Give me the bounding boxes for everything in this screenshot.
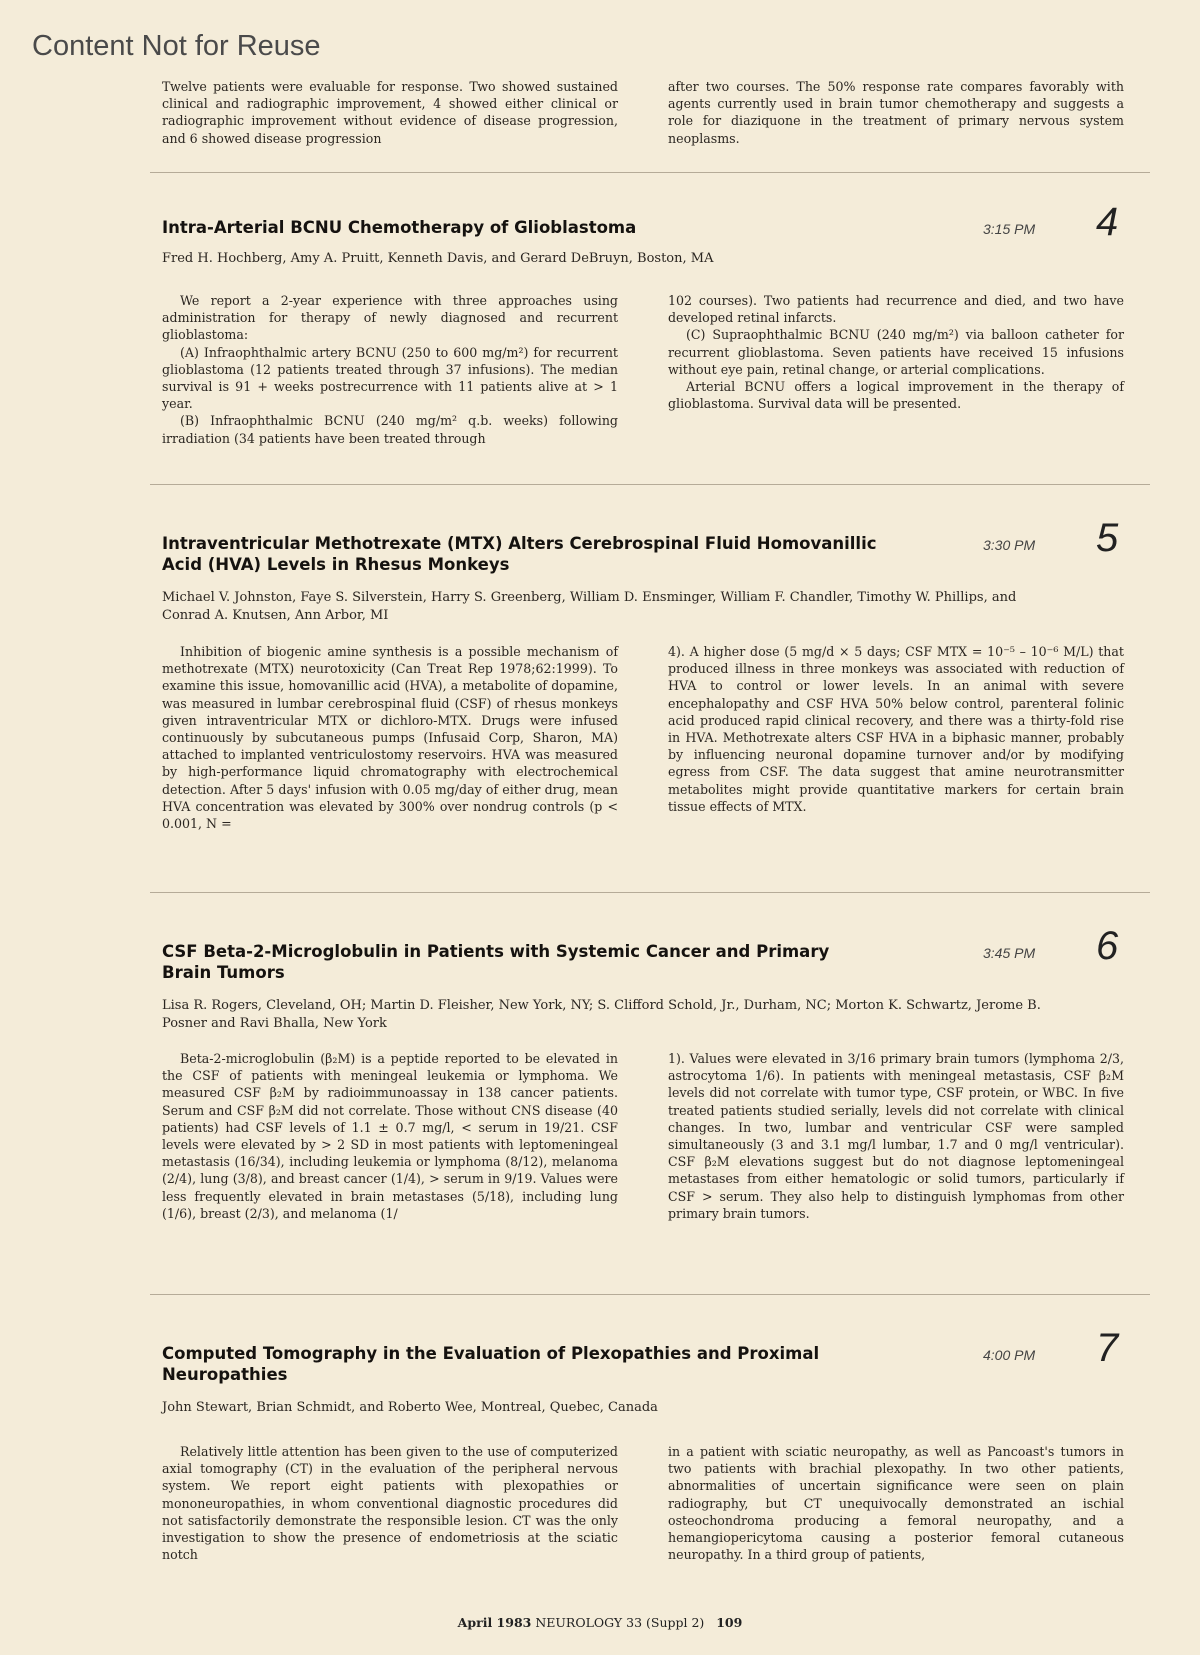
abstract-title: Computed Tomography in the Evaluation of Plexopathies and Proximal Neuropathies xyxy=(162,1344,820,1384)
abstract-authors: Michael V. Johnston, Faye S. Silverstein, Harry S. Greenberg, William D. Ensminger, William F. Chandler, Timothy W. Phillips, and Conrad A. Knutsen, Ann Arbor, MI xyxy=(162,590,1017,623)
paragraph: Beta-2-microglobulin (β₂M) is a peptide reported to be elevated in the CSF of patients with meningeal leukemia or lymphoma. We measured CSF β₂M by radioimmunoassay in 138 cancer patients. Serum and CSF β₂M did not correlate. Those without CNS disease (40 patients) had CSF levels of 1.1 ± 0.7 mg/l, < serum in 19/21. CSF levels were elevated by > 2 SD in most patients with leptomeningeal metastasis (16/34), including leukemia or lymphoma (8/12), melanoma (2/4), lung (3/8), and breast cancer (1/4), > serum in 9/19. Values were less frequently elevated in brain metastases (5/18), including lung (1/6), breast (2/3), and melanoma (1/ xyxy=(162,1051,618,1221)
abstract-title: CSF Beta-2-Microglobulin in Patients with Systemic Cancer and Primary Brain Tumors xyxy=(162,942,830,982)
paragraph: Relatively little attention has been given to the use of computerized axial tomography (CT) in the evaluation of the peripheral nervous system. We report eight patients with plexopathies or mononeuropathies, in whom conventional diagnostic procedures did not satisfactorily demonstrate the responsible lesion. CT was the only investigation to show the presence of endometriosis at the sciatic notch xyxy=(162,1444,618,1563)
abstract-number: 5 xyxy=(1096,516,1119,560)
abstract-left-column xyxy=(162,1443,618,1563)
divider xyxy=(150,172,1150,173)
abstract-time: 3:15 PM xyxy=(983,221,1036,237)
divider xyxy=(150,1294,1150,1295)
paragraph: We report a 2-year experience with three approaches using administration for therapy of newly diagnosed and recurrent glioblastoma: xyxy=(162,293,618,343)
paragraph: Arterial BCNU offers a logical improvement in the therapy of glioblastoma. Survival data will be presented. xyxy=(668,379,1124,412)
abstract-left-column xyxy=(162,292,618,447)
abstract-authors: John Stewart, Brian Schmidt, and Roberto Wee, Montreal, Quebec, Canada xyxy=(162,1400,658,1415)
abstract-left-column xyxy=(162,1050,618,1222)
abstract-authors: Fred H. Hochberg, Amy A. Pruitt, Kenneth Davis, and Gerard DeBruyn, Boston, MA xyxy=(162,251,714,266)
paragraph: (B) Infraophthalmic BCNU (240 mg/m² q.b. weeks) following irradiation (34 patients have been treated through xyxy=(162,413,618,446)
abstract-right-column xyxy=(668,1050,1124,1222)
paragraph: 4). A higher dose (5 mg/d × 5 days; CSF MTX = 10⁻⁵ – 10⁻⁶ M/L) that produced illness in three monkeys was associated with reduction of HVA to control or lower levels. In an animal with severe encephalopathy and CSF HVA 50% below control, parenteral folinic acid produced rapid clinical recovery, and there was a thirty-fold rise in HVA. Methotrexate alters CSF HVA in a biphasic manner, probably by influencing neuronal dopamine turnover and/or by modifying egress from CSF. The data suggest that amine neurotransmitter metabolites might provide quantitative markers for certain brain tissue effects of MTX. xyxy=(668,644,1124,814)
paragraph: 102 courses). Two patients had recurrence and died, and two have developed retinal infarcts. xyxy=(668,293,1124,326)
page-number: 109 xyxy=(716,1615,743,1630)
abstract-right-column xyxy=(668,1443,1124,1563)
page-footer xyxy=(0,1615,1200,1630)
abstract-authors: Lisa R. Rogers, Cleveland, OH; Martin D. Fleisher, New York, NY; S. Clifford Schold, Jr., Durham, NC; Morton K. Schwartz, Jerome B. Posner and Ravi Bhalla, New York xyxy=(162,998,1041,1031)
divider xyxy=(150,484,1150,485)
abstract-right-column xyxy=(668,292,1124,412)
intro-left-column: Twelve patients were evaluable for response. Two showed sustained clinical and radiographic improvement, 4 showed either clinical or radiographic improvement without evidence of disease progression, and 6 showed disease progression xyxy=(162,79,618,146)
abstract-time: 3:30 PM xyxy=(983,537,1036,553)
abstract-number: 6 xyxy=(1096,924,1119,968)
abstract-number: 7 xyxy=(1096,1326,1119,1370)
paragraph: (A) Infraophthalmic artery BCNU (250 to 600 mg/m²) for recurrent glioblastoma (12 patients treated through 37 infusions). The median survival is 91 + weeks postrecurrence with 11 patients alive at > 1 year. xyxy=(162,344,618,412)
abstract-time: 3:45 PM xyxy=(983,945,1036,961)
footer-journal: NEUROLOGY 33 (Suppl 2) xyxy=(535,1615,705,1630)
abstract-left-column xyxy=(162,643,618,832)
paragraph: (C) Supraophthalmic BCNU (240 mg/m²) via balloon catheter for recurrent glioblastoma. Seven patients have received 15 infusions without eye pain, retinal change, or arterial complications. xyxy=(668,327,1124,377)
abstract-right-column xyxy=(668,643,1124,815)
abstract-title: Intraventricular Methotrexate (MTX) Alters Cerebrospinal Fluid Homovanillic Acid (HVA) Levels in Rhesus Monkeys xyxy=(162,534,877,574)
footer-date: April 1983 xyxy=(457,1615,532,1630)
paragraph: 1). Values were elevated in 3/16 primary brain tumors (lymphoma 2/3, astrocytoma 1/6). In patients with meningeal metastasis, CSF β₂M levels did not correlate with tumor type, CSF protein, or WBC. In five treated patients studied serially, levels did not correlate with clinical changes. In two, lumbar and ventricular CSF were sampled simultaneously (3 and 3.1 mg/l lumbar, 1.7 and 0 mg/l ventricular). CSF β₂M elevations suggest but do not diagnose leptomeningeal metastases from either hematologic or solid tumors, particularly if CSF > serum. They also help to distinguish lymphomas from other primary brain tumors. xyxy=(668,1051,1124,1221)
divider xyxy=(150,892,1150,893)
abstract-number: 4 xyxy=(1096,200,1119,244)
watermark: Content Not for Reuse xyxy=(32,30,321,62)
paragraph: in a patient with sciatic neuropathy, as well as Pancoast's tumors in two patients with brachial plexopathy. In two other patients, abnormalities of uncertain significance were seen on plain radiography, but CT unequivocally demonstrated an ischial osteochondroma producing a femoral neuropathy, and a hemangiopericytoma causing a posterior femoral cutaneous neuropathy. In a third group of patients, xyxy=(668,1444,1124,1563)
abstract-time: 4:00 PM xyxy=(983,1347,1036,1363)
intro-right-column: after two courses. The 50% response rate compares favorably with agents currently used in brain tumor chemotherapy and suggests a role for diaziquone in the treatment of primary nervous system neoplasms. xyxy=(668,79,1124,146)
paragraph: Inhibition of biogenic amine synthesis is a possible mechanism of methotrexate (MTX) neurotoxicity (Can Treat Rep 1978;62:1999). To examine this issue, homovanillic acid (HVA), a metabolite of dopamine, was measured in lumbar cerebrospinal fluid (CSF) of rhesus monkeys given intraventricular MTX or dichloro-MTX. Drugs were infused continuously by subcutaneous pumps (Infusaid Corp, Sharon, MA) attached to implanted ventriculostomy reservoirs. HVA was measured by high-performance liquid chromatography with electrochemical detection. After 5 days' infusion with 0.05 mg/day of either drug, mean HVA concentration was elevated by 300% over nondrug controls (p < 0.001, N = xyxy=(162,644,618,832)
abstract-title: Intra-Arterial BCNU Chemotherapy of Glioblastoma xyxy=(162,218,637,237)
